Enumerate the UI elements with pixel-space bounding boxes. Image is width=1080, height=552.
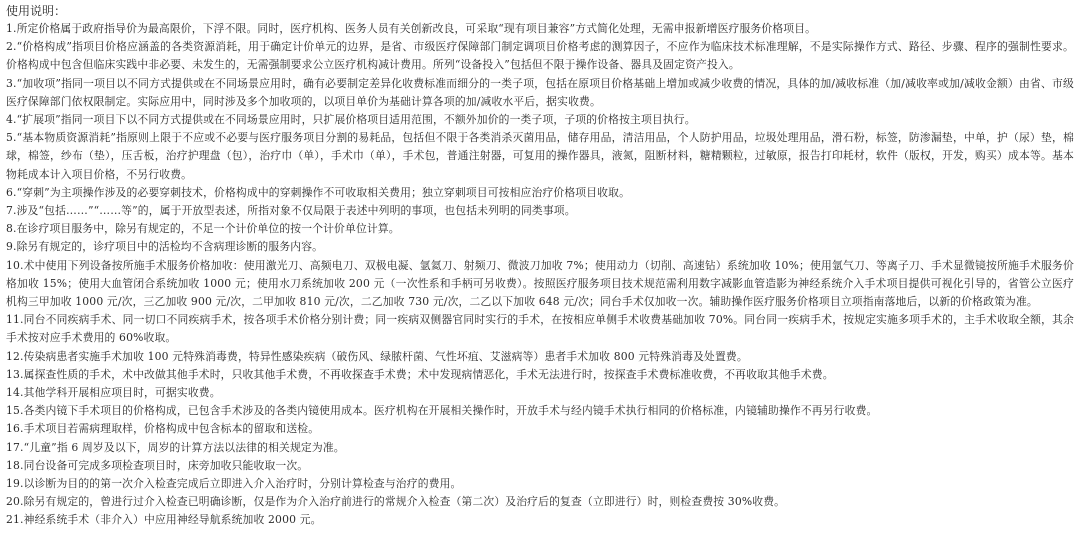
note-item: 6.“穿刺”为主项操作涉及的必要穿刺技术，价格构成中的穿刺操作不可收取相关费用；独立穿刺项目可按相应治疗价格项目收取。 — [6, 185, 631, 199]
document-title: 使用说明： — [6, 4, 67, 18]
notes-list — [6, 20, 1074, 530]
note-item: 21.神经系统手术（非介入）中应用神经导航系统加收 2000 元。 — [6, 513, 322, 527]
note-item: 10.术中使用下列设备按所施手术服务价格加收：使用激光刀、高频电刀、双极电凝、氩氦刀、射频刀、微波刀加收 7%；使用动力（切削、高速钻）系统加收 10%；使用氩气刀、等离子刀、手术显微镜按所施手术服务价格加收 15%；使用大血管闭合系统加收 1000 元；使用水刀系统加收 200 元（一次性系和手柄可另收费）。按照医疗服务项目技术规范需利用数字减影血管造影为神经系统介入手术项目提供可视化引导的，省管公立医疗机构三甲加收 1000 元/次，三乙加收 900 元/次，二甲加收 810 元/次，二乙加收 730 元/次，二乙以下加收 648 元/次；同台手术仅加收一次。辅助操作医疗服务价格项目立项指南落地后，以新的价格政策为准。 — [6, 258, 1074, 309]
note-item: 4.“扩展项”指同一项目下以不同方式提供或在不同场景应用时，只扩展价格项目适用范围，不额外加价的一类子项，子项的价格按主项目执行。 — [6, 113, 696, 127]
note-item: 17.“儿童”指 6 周岁及以下，周岁的计算方法以法律的相关规定为准。 — [6, 440, 345, 454]
note-item: 14.其他学科开展相应项目时，可据实收费。 — [6, 386, 221, 400]
note-item: 3.“加收项”指同一项目以不同方式提供或在不同场景应用时，确有必要制定差异化收费标准而细分的一类子项，包括在原项目价格基础上增加或减少收费的情况，具体的加/减收标准（加/减收率或加/减收金额）由省、市级医疗保障部门依权限制定。实际应用中，同时涉及多个加收项的，以项目单价为基础计算各项的加/减收水平后，据实收费。 — [6, 76, 1074, 108]
note-item: 12.传染病患者实施手术加收 100 元特殊消毒费，特异性感染疾病（破伤风、绿脓杆菌、气性坏疽、艾滋病等）患者手术加收 800 元特殊消毒及处置费。 — [6, 349, 748, 363]
note-item: 11.同台不同疾病手术、同一切口不同疾病手术，按各项手术价格分别计费；同一疾病双侧器官同时实行的手术，在按相应单侧手术收费基础加收 70%。同台同一疾病手术，按规定实施多项手术的，主手术收取全额，其余手术按对应手术费用的 60%收取。 — [6, 313, 1074, 345]
note-item: 16.手术项目若需病理取样，价格构成中包含标本的留取和送检。 — [6, 422, 320, 436]
note-item: 8.在诊疗项目服务中，除另有规定的，不足一个计价单位的按一个计价单位计算。 — [6, 222, 400, 236]
note-item: 2.“价格构成”指项目价格应涵盖的各类资源消耗，用于确定计价单元的边界，是省、市级医疗保障部门制定调项目价格考虑的测算因子，不应作为临床技术标准理解，不是实际操作方式、路径、步骤、程序的强制性要求。价格构成中包含但临床实践中非必要、未发生的，无需强制要求公立医疗机构减计费用。所列“设备投入”包括但不限于操作设备、器具及固定资产投入。 — [6, 40, 1074, 72]
note-item: 20.除另有规定的，曾进行过介入检查已明确诊断，仅是作为介入治疗前进行的常规介入检查（第二次）及治疗后的复查（立即进行）时，则检查费按 30%收费。 — [6, 495, 786, 509]
note-item: 15.各类内镜下手术项目的价格构成，已包含手术涉及的各类内镜使用成本。医疗机构在开展相关操作时，开放手术与经内镜手术执行相同的价格标准，内镜辅助操作不再另行收费。 — [6, 404, 878, 418]
note-item: 7.涉及“包括……”“……等”的，属于开放型表述，所指对象不仅局限于表述中列明的事项，也包括未列明的同类事项。 — [6, 204, 576, 218]
note-item: 1.所定价格属于政府指导价为最高限价，下浮不限。同时，医疗机构、医务人员有关创新改良，可采取“现有项目兼容”方式简化处理，无需申报新增医疗服务价格项目。 — [6, 22, 817, 35]
note-item: 9.除另有规定的，诊疗项目中的活检均不含病理诊断的服务内容。 — [6, 240, 324, 254]
note-item: 19.以诊断为目的的第一次介入检查完成后立即进入介入治疗时，分别计算检查与治疗的费用。 — [6, 477, 462, 491]
note-item: 5.“基本物质资源消耗”指原则上限于不应或不必要与医疗服务项目分割的易耗品，包括但不限于各类消杀灭菌用品，储存用品，清洁用品，个人防护用品，垃圾处理用品，滑石粉，标签，防渗漏垫，中单，护（尿）垫，棉球，棉签，纱布（垫），压舌板，治疗护理盘（包），治疗巾（单），手术巾（单），手术包，普通注射器，可复用的操作器具，液氮，阻断材料，糖精颗粒，过敏原，报告打印耗材，软件（版权，开发，购买）成本等。基本物耗成本计入项目价格，不另行收费。 — [6, 131, 1074, 181]
note-item: 18.同台设备可完成多项检查项目时，床旁加收只能收取一次。 — [6, 458, 309, 472]
note-item: 13.属探查性质的手术，术中改做其他手术时，只收其他手术费，不再收探查手术费；术中发现病情恶化，手术无法进行时，按探查手术费标准收费，不再收取其他手术费。 — [6, 367, 834, 381]
